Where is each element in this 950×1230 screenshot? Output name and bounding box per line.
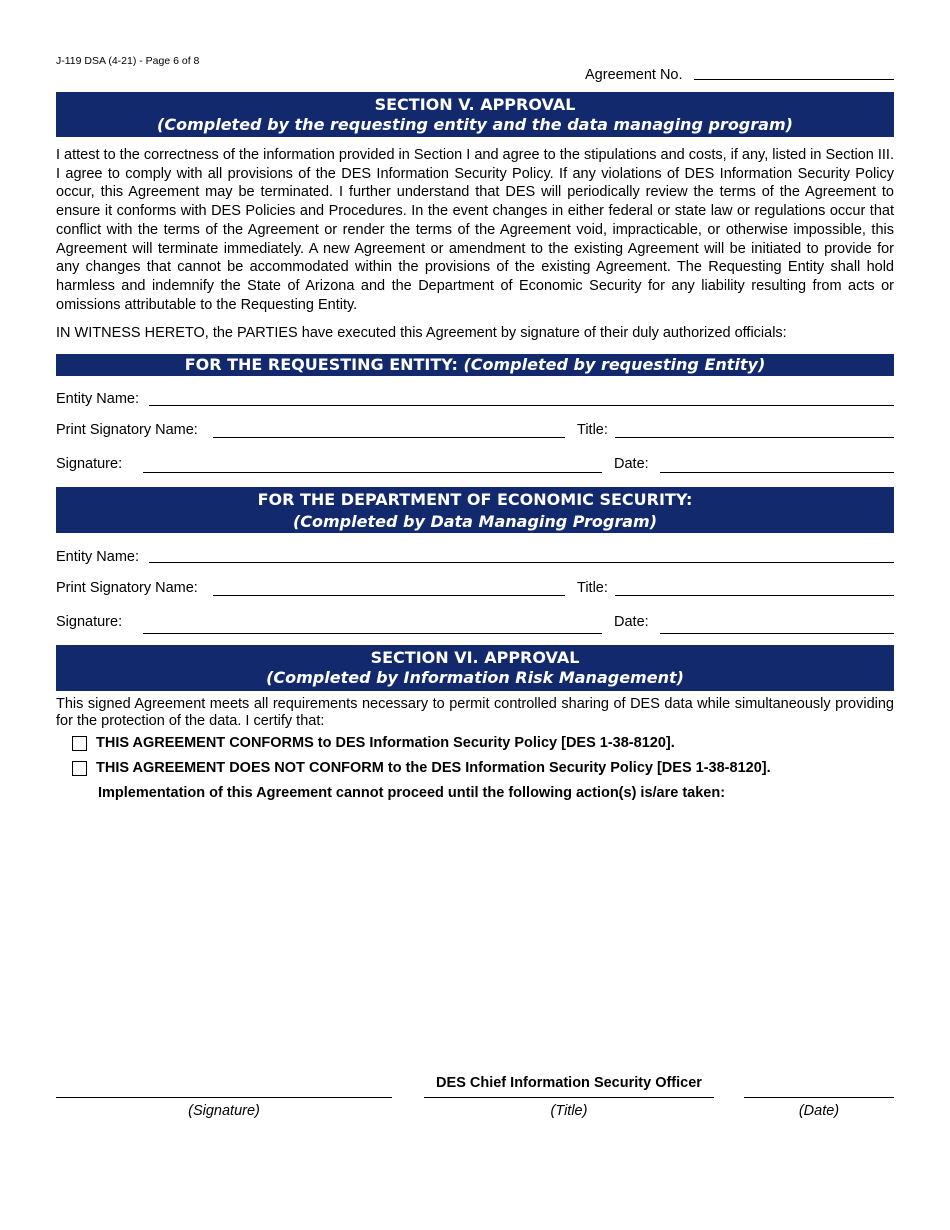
des-date-field[interactable] [660,633,894,634]
req-print-signatory-field[interactable] [213,437,565,438]
des-entity-name-field[interactable] [149,562,894,563]
signature-caption: (Signature) [188,1103,260,1119]
title-caption: (Title) [550,1103,588,1119]
agreement-no-label: Agreement No. [585,67,683,83]
not-conform-checkbox[interactable] [72,761,87,776]
requesting-entity-subtitle: (Completed by requesting Entity) [463,355,766,374]
requesting-entity-header [56,354,894,376]
section-vi-paragraph: This signed Agreement meets all requirements necessary to permit controlled sharing of DES data while simultaneously providing for the protection of the data. I certify that: [56,696,894,729]
des-title-field[interactable] [615,595,894,596]
req-title-field[interactable] [615,437,894,438]
des-print-signatory-field[interactable] [213,595,565,596]
footer-date-field[interactable] [744,1097,894,1098]
not-conform-label: THIS AGREEMENT DOES NOT CONFORM to the DES Information Security Policy [DES 1-38-8120]. [96,760,771,776]
des-header [56,487,894,533]
req-date-field[interactable] [660,472,894,473]
agreement-no-field[interactable] [694,79,894,80]
section-v-header [56,92,894,137]
form-id: J-119 DSA (4-21) - Page 6 of 8 [56,55,200,67]
conforms-checkbox[interactable] [72,736,87,751]
des-date-label: Date: [614,614,649,630]
attestation-paragraph: I attest to the correctness of the information provided in Section I and agree to the stipulations and costs, if any, listed in Section III. I agree to comply with all provisions of the DES Information Security Policy. If any violations of DES Information Security Policy occur, this Agreement may be terminated. I further understand that DES will periodically review the terms of the Agreement to ensure it conforms with DES Policies and Procedures. In the event changes in either federal or state law or regulations occur that conflict with the terms of the Agreement or render the terms of the Agreement void, impracticable, or otherwise impossible, this Agreement will terminate immediately. A new Agreement or amendment to the existing Agreement will be initiated to provide for any changes that cannot be accommodated within the provisions of the existing Agreement. The Requesting Entity shall hold harmless and indemnify the State of Arizona and the Department of Economic Security for any liability resulting from acts or omissions attributable to the Requesting Entity. [56,147,894,313]
des-entity-name-label: Entity Name: [56,549,139,565]
footer-signature-field[interactable] [56,1097,392,1098]
date-caption: (Date) [798,1103,840,1119]
des-print-signatory-label: Print Signatory Name: [56,580,198,596]
des-subtitle: (Completed by Data Managing Program) [292,512,658,531]
req-signature-field[interactable] [143,472,602,473]
implementation-note: Implementation of this Agreement cannot proceed until the following action(s) is/are taken: [98,785,726,801]
req-print-signatory-label: Print Signatory Name: [56,422,198,438]
req-signature-label: Signature: [56,456,123,472]
req-entity-name-field[interactable] [149,405,894,406]
section-vi-header [56,645,894,691]
witness-statement: IN WITNESS HERETO, the PARTIES have executed this Agreement by signature of their duly authorized officials: [56,325,787,341]
des-title: FOR THE DEPARTMENT OF ECONOMIC SECURITY: [257,490,693,509]
section-v-title: SECTION V. APPROVAL [374,95,576,114]
officer-title: DES Chief Information Security Officer [436,1075,702,1091]
section-vi-title: SECTION VI. APPROVAL [370,648,580,667]
section-vi-subtitle: (Completed by Information Risk Management) [266,668,684,687]
des-title-label: Title: [577,580,608,596]
req-entity-name-label: Entity Name: [56,391,139,407]
req-date-label: Date: [614,456,649,472]
conforms-label: THIS AGREEMENT CONFORMS to DES Information Security Policy [DES 1-38-8120]. [96,735,675,751]
section-v-subtitle: (Completed by the requesting entity and the data managing program) [157,115,793,134]
req-title-label: Title: [577,422,608,438]
footer-title-line [424,1097,714,1098]
requesting-entity-title: FOR THE REQUESTING ENTITY: [184,355,464,374]
des-signature-field[interactable] [143,633,602,634]
des-signature-label: Signature: [56,614,123,630]
